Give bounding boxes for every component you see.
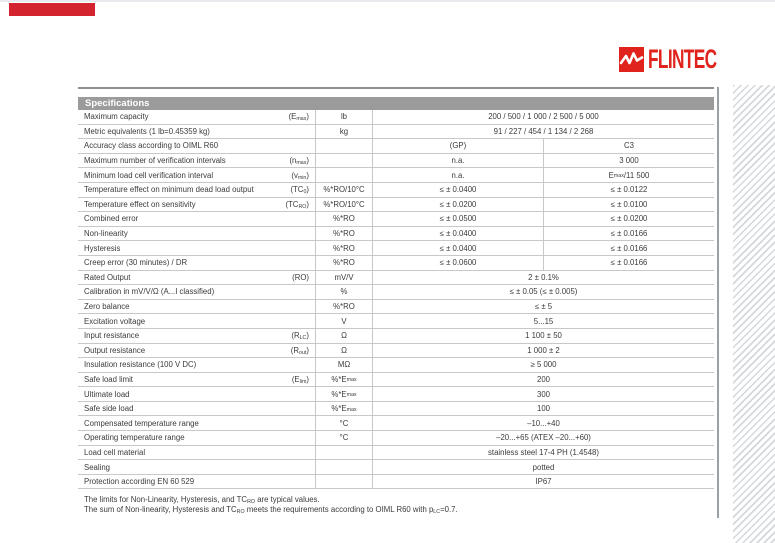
unit-cell: MΩ	[315, 358, 373, 372]
unit-cell	[315, 460, 373, 474]
footnote-line: The limits for Non-Linearity, Hysteresis, and $TC_{RO}$ are typical values.	[84, 495, 320, 505]
param-label: Safe side load	[84, 404, 134, 414]
unit-cell: %*E $_{max}$	[315, 387, 373, 401]
param-label: Combined error	[84, 214, 139, 224]
flintec-logo	[619, 44, 755, 74]
unit-cell	[315, 446, 373, 460]
param-label: Load cell material	[84, 447, 146, 457]
param-label: Zero balance	[84, 302, 130, 312]
table-row	[78, 431, 714, 446]
flintec-pulse-icon	[619, 47, 644, 72]
value-cell: 91 / 227 / 454 / 1 134 / 2 268	[493, 126, 594, 136]
param-label: Operating temperature range	[84, 433, 185, 443]
param-label: Compensated temperature range	[84, 418, 199, 428]
table-title: Specifications	[78, 97, 714, 110]
param-label: Ultimate load	[84, 389, 130, 399]
param-symbol: $(R_{out})$	[290, 345, 309, 356]
param-symbol: $(TC_{RO})$	[285, 199, 309, 210]
unit-cell: Ω	[315, 344, 373, 358]
unit-cell	[315, 139, 373, 153]
flintec-logo-text: FLINTEC	[648, 44, 717, 74]
param-symbol: $(n_{max})$	[289, 156, 309, 167]
table-row	[78, 314, 714, 329]
page-top-border	[0, 0, 775, 2]
header-red-bar	[9, 3, 95, 16]
value-cell-c3: E $_{max}$ /11 500	[543, 168, 714, 182]
table-row	[78, 125, 714, 140]
table-row	[78, 475, 714, 490]
unit-cell: kg	[315, 125, 373, 139]
table-row	[78, 168, 714, 183]
unit-cell	[315, 154, 373, 168]
param-label: Rated Output	[84, 272, 131, 282]
param-label: Sealing	[84, 462, 111, 472]
table-row	[78, 387, 714, 402]
table-row	[78, 358, 714, 373]
table-row	[78, 416, 714, 431]
table-row	[78, 402, 714, 417]
value-cell-gp: ≤ ± 0.0200	[439, 199, 477, 209]
value-cell-gp: ≤ ± 0.0400	[439, 243, 477, 253]
value-cell: IP67	[535, 477, 552, 487]
param-label: Metric equivalents (1 lb=0.45359 kg)	[84, 126, 210, 136]
unit-cell: %*RO	[315, 300, 373, 314]
param-label: Minimum load cell verification interval	[84, 170, 214, 180]
table-row	[78, 212, 714, 227]
table-row	[78, 256, 714, 271]
unit-cell: °C	[315, 416, 373, 430]
param-symbol: $(R_{LC})$	[291, 331, 309, 342]
param-symbol: $(E_{max})$	[288, 112, 309, 123]
value-cell: ≥ 5 000	[530, 360, 557, 370]
table-row	[78, 227, 714, 242]
unit-cell: %*RO	[315, 241, 373, 255]
param-symbol: $(E_{lim})$	[291, 374, 309, 385]
table-row	[78, 139, 714, 154]
value-cell: 1 100 ± 50	[525, 331, 562, 341]
unit-cell: %*RO/10°C	[315, 183, 373, 197]
unit-cell: %	[315, 285, 373, 299]
param-label: Output resistance	[84, 345, 146, 355]
value-cell-gp: ≤ ± 0.0400	[439, 185, 477, 195]
value-cell: 100	[536, 404, 550, 414]
value-cell: –10...+40	[527, 418, 560, 428]
value-cell-c3: ≤ ± 0.0166	[543, 241, 714, 255]
param-label: Input resistance	[84, 331, 140, 341]
value-cell-c3: ≤ ± 0.0122	[543, 183, 714, 197]
table-row	[78, 329, 714, 344]
value-cell: –20...+65 (ATEX –20...+60)	[496, 433, 591, 443]
value-cell-gp: n.a.	[451, 170, 465, 180]
table-row	[78, 110, 714, 125]
param-symbol: $(TC_0)$	[290, 185, 309, 196]
table-row	[78, 446, 714, 461]
param-label: Temperature effect on sensitivity	[84, 199, 196, 209]
unit-cell: %*RO	[315, 212, 373, 226]
right-page-edge-line	[717, 87, 719, 518]
diagonal-hatch-strip	[733, 85, 775, 543]
param-symbol: (RO)	[292, 272, 309, 282]
value-cell-c3: ≤ ± 0.0166	[543, 227, 714, 241]
unit-cell: %*RO	[315, 227, 373, 241]
value-cell-c3: ≤ ± 0.0200	[543, 212, 714, 226]
value-cell: stainless steel 17-4 PH (1.4548)	[488, 447, 599, 457]
footnote-line: The sum of Non-linearity, Hysteresis and $TC_{RO}$ meets the requirements according to OIML R60 with $p_{LC}=0.7$.	[84, 505, 458, 515]
unit-cell: %*E $_{max}$	[315, 402, 373, 416]
param-label: Calibration in mV/V/Ω (A...I classified)	[84, 287, 215, 297]
value-cell: ≤ ± 0.05 (≤ ± 0.005)	[509, 287, 578, 297]
table-row	[78, 373, 714, 388]
unit-cell: %*E $_{max}$	[315, 373, 373, 387]
value-cell-c3: ≤ ± 0.0166	[543, 256, 714, 270]
value-cell: 200	[536, 374, 550, 384]
table-row	[78, 271, 714, 286]
specifications-table	[78, 97, 714, 489]
value-cell-c3: ≤ ± 0.0100	[543, 198, 714, 212]
value-cell-c3: C3	[543, 139, 714, 153]
table-row	[78, 198, 714, 213]
value-cell: 2 ± 0.1%	[528, 272, 559, 282]
value-cell: 1 000 ± 2	[527, 345, 560, 355]
footnotes	[84, 495, 704, 515]
value-cell-gp: (GP)	[449, 141, 467, 151]
unit-cell: %*RO/10°C	[315, 198, 373, 212]
unit-cell	[315, 475, 373, 489]
table-row	[78, 241, 714, 256]
table-row	[78, 154, 714, 169]
param-label: Protection according EN 60 529	[84, 477, 195, 487]
value-cell-gp: n.a.	[451, 156, 465, 166]
unit-cell	[315, 168, 373, 182]
param-label: Creep error (30 minutes) / DR	[84, 258, 188, 268]
param-label: Excitation voltage	[84, 316, 146, 326]
value-cell: ≤ ± 5	[534, 302, 553, 312]
table-row	[78, 183, 714, 198]
param-label: Insulation resistance (100 V DC)	[84, 360, 197, 370]
table-row	[78, 300, 714, 315]
value-cell-gp: ≤ ± 0.0500	[439, 214, 477, 224]
value-cell: 5...15	[533, 316, 554, 326]
param-label: Non-linearity	[84, 229, 128, 239]
unit-cell: %*RO	[315, 256, 373, 270]
table-row	[78, 285, 714, 300]
param-label: Safe load limit	[84, 374, 133, 384]
table-row	[78, 344, 714, 359]
unit-cell: V	[315, 314, 373, 328]
param-symbol: $(v_{min})$	[291, 170, 309, 181]
value-cell: potted	[532, 462, 555, 472]
top-rule	[78, 87, 714, 89]
param-label: Accuracy class according to OIML R60	[84, 141, 219, 151]
param-label: Maximum capacity	[84, 112, 149, 122]
unit-cell: °C	[315, 431, 373, 445]
unit-cell: mV/V	[315, 271, 373, 285]
unit-cell: lb	[315, 110, 373, 124]
param-label: Maximum number of verification intervals	[84, 156, 226, 166]
value-cell-gp: ≤ ± 0.0600	[439, 258, 477, 268]
unit-cell: Ω	[315, 329, 373, 343]
param-label: Hysteresis	[84, 243, 121, 253]
value-cell: 300	[536, 389, 550, 399]
table-row	[78, 460, 714, 475]
value-cell-c3: 3 000	[543, 154, 714, 168]
value-cell-gp: ≤ ± 0.0400	[439, 229, 477, 239]
param-label: Temperature effect on minimum dead load output	[84, 185, 254, 195]
value-cell: 200 / 500 / 1 000 / 2 500 / 5 000	[488, 112, 599, 122]
